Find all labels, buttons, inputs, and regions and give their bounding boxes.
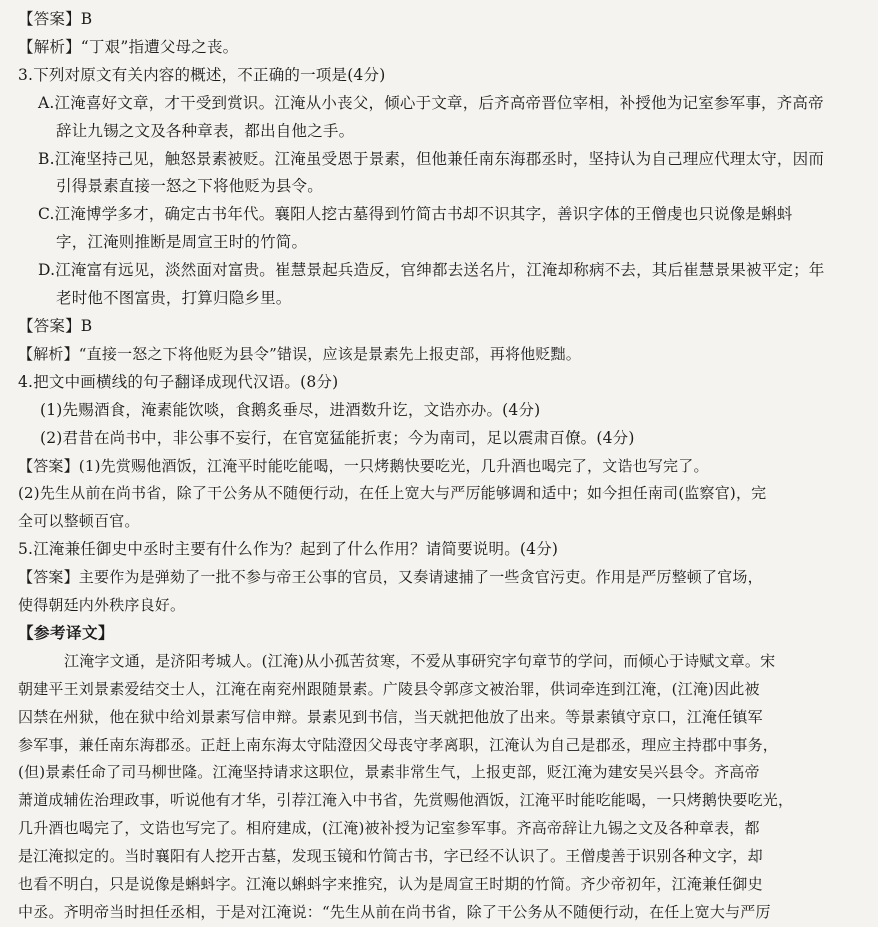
- translation-line: 也看不明白，只是说像是蝌蚪字。江淹以蝌蚪字来推究，认为是周宣王时期的竹简。齐少帝初年，江淹兼任御史: [18, 875, 763, 894]
- answer-line-cont: 全可以整顿百官。: [18, 512, 140, 531]
- option-b: B.江淹坚持己见，触怒景素被贬。江淹虽受恩于景素，但他兼任南东海郡丞时，坚持认为自己理应代理太守，因而: [38, 149, 825, 168]
- option-a-cont: 辞让九锡之文及各种章表，都出自他之手。: [56, 121, 355, 140]
- translation-line: 几升酒也喝完了，文诰也写完了。相府建成，(江淹)被补授为记室参军事。齐高帝辞让九锡之文及各种章表，都: [18, 819, 760, 838]
- answer-line: 【答案】B: [18, 10, 93, 28]
- option-b-cont: 引得景素直接一怒之下将他贬为县令。: [56, 177, 323, 196]
- option-d-cont: 老时他不图富贵，打算归隐乡里。: [56, 289, 292, 308]
- translation-line: (但)景素任命了司马柳世隆。江淹坚持请求这职位，景素非常生气，上报吏部，贬江淹为建安吴兴县令。齐高帝: [18, 763, 760, 782]
- translation-line: 是江淹拟定的。当时襄阳有人挖开古墓，发现玉镜和竹简古书，字已经不认识了。王僧虔善于识别各种文字，却: [18, 847, 763, 866]
- answer-line-cont: 使得朝廷内外秩序良好。: [18, 596, 186, 615]
- translation-line: 朝建平王刘景素爱结交士人，江淹在南兖州跟随景素。广陵县令郭彦文被治罪，供词牵连到江淹，(江淹)因此被: [18, 679, 760, 698]
- question-4: 4.把文中画横线的句子翻译成现代汉语。(8分): [18, 372, 339, 391]
- analysis-line: 【解析】“丁艰”指遭父母之丧。: [18, 37, 239, 56]
- analysis-line: 【解析】“直接一怒之下将他贬为县令”错误，应该是景素先上报吏部，再将他贬黜。: [18, 344, 581, 363]
- answer-line-cont: (2)先生从前在尚书省，除了干公务从不随便行动，在任上宽大与严厉能够调和适中；如今担任南司(监察官)，完: [18, 484, 767, 503]
- translation-paragraph-start: 江淹字文通，是济阳考城人。(江淹)从小孤苦贫寒，不爱从事研究字句章节的学问，而倾心于诗赋文章。宋: [64, 651, 776, 670]
- translation-line: 囚禁在州狱，他在狱中给刘景素写信申辩。景素见到书信，当天就把他放了出来。等景素镇守京口，江淹任镇军: [18, 707, 763, 726]
- option-a: A.江淹喜好文章，才干受到赏识。江淹从小丧父，倾心于文章，后齐高帝晋位宰相，补授他为记室参军事，齐高帝: [38, 93, 824, 112]
- translation-line: 参军事，兼任南东海郡丞。正赶上南东海太守陆澄因父母丧守孝离职，江淹认为自己是郡丞，理应主持郡中事务，: [18, 735, 779, 754]
- option-c-cont: 字，江淹则推断是周宣王时的竹简。: [56, 233, 308, 252]
- question-3: 3.下列对原文有关内容的概述，不正确的一项是(4分): [18, 65, 386, 84]
- answer-line: 【答案】B: [18, 316, 93, 335]
- translation-heading: 【参考译文】: [18, 623, 115, 642]
- option-c: C.江淹博学多才，确定古书年代。襄阳人挖古墓得到竹简古书却不识其字，善识字体的王僧虔也只说像是蝌蚪: [38, 205, 793, 224]
- answer-line: 【答案】主要作为是弹劾了一批不参与帝王公事的官员，又奏请逮捕了一些贪官污吏。作用是严厉整顿了官场，: [18, 568, 763, 587]
- question-5: 5.江淹兼任御史中丞时主要有什么作为？起到了什么作用？请简要说明。(4分): [18, 540, 559, 559]
- option-d: D.江淹富有远见，淡然面对富贵。崔慧景起兵造反，官绅都去送名片，江淹却称病不去，其后崔慧景果被平定；年: [38, 261, 825, 280]
- translation-line: 中丞。齐明帝当时担任丞相，于是对江淹说：“先生从前在尚书省，除了干公务从不随便行动，在任上宽大与严厉: [18, 903, 771, 921]
- sentence-1: (1)先赐酒食，淹素能饮啖，食鹅炙垂尽，进酒数升讫，文诰亦办。(4分): [40, 400, 541, 419]
- sentence-2: (2)君昔在尚书中，非公事不妄行，在官宽猛能折衷；今为南司，足以震肃百僚。(4分): [40, 428, 635, 447]
- answer-line: 【答案】(1)先赏赐他酒饭，江淹平时能吃能喝，一只烤鹅快要吃光，几升酒也喝完了，文诰也写完了。: [18, 456, 709, 475]
- translation-line: 萧道成辅佐治理政事，听说他有才华，引荐江淹入中书省，先赏赐他酒饭，江淹平时能吃能喝，一只烤鹅快要吃光，: [18, 791, 794, 810]
